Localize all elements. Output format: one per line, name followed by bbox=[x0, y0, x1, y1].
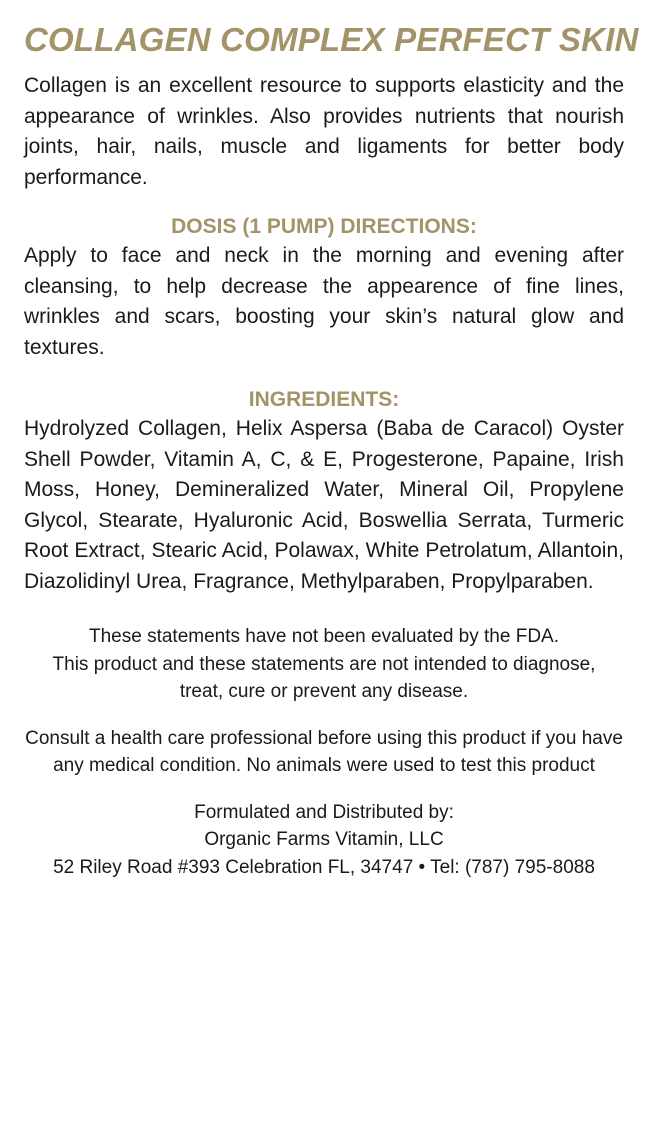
fda-disclaimer bbox=[16, 623, 632, 706]
directions-heading: DOSIS (1 PUMP) DIRECTIONS: bbox=[171, 215, 477, 238]
ingredients-heading: INGREDIENTS: bbox=[248, 388, 400, 411]
product-title: COLLAGEN COMPLEX PERFECT SKIN bbox=[24, 21, 639, 58]
directions-paragraph: Apply to face and neck in the morning and evening after cleansing, to help decrease the appearence of fine lines, wrinkles and scars, boosting your skin’s natural glow and textures. bbox=[24, 244, 624, 359]
distributor-line-1: Formulated and Distributed by: bbox=[194, 801, 454, 823]
disclaimer-line-2: This product and these statements are not intended to diagnose, bbox=[52, 653, 596, 675]
distributor-info bbox=[16, 799, 632, 882]
consult-notice bbox=[16, 725, 632, 780]
ingredients-paragraph: Hydrolyzed Collagen, Helix Aspersa (Baba de Caracol) Oyster Shell Powder, Vitamin A, C, & E, Progesterone, Papaine, Irish Moss, Honey, Demineralized Water, Mineral Oil, Propylene Glycol, Stearate, Hyaluronic Acid, Boswellia Serrata, Turmeric Root Extract, Stearic Acid, Polawax, White Petrolatum, Allantoin, Diazolidinyl Urea, Fragrance, Methylparaben, Propylparaben. bbox=[24, 417, 624, 593]
intro-paragraph: Collagen is an excellent resource to supports elasticity and the appearance of wrinkles. Also provides nutrients that nourish joints, hair, nails, muscle and ligaments for better body performance. bbox=[24, 74, 624, 189]
product-label bbox=[24, 0, 639, 881]
consult-line-2: any medical condition. No animals were used to test this product bbox=[53, 755, 595, 776]
disclaimer-line-3: treat, cure or prevent any disease. bbox=[179, 681, 469, 702]
distributor-address: 52 Riley Road #393 Celebration FL, 34747 • Tel: (787) 795-8088 bbox=[53, 856, 595, 878]
consult-line-1: Consult a health care professional before using this product if you have bbox=[25, 727, 623, 749]
disclaimer-line-1: These statements have not been evaluated by the FDA. bbox=[88, 626, 559, 647]
distributor-company: Organic Farms Vitamin, LLC bbox=[204, 829, 444, 850]
